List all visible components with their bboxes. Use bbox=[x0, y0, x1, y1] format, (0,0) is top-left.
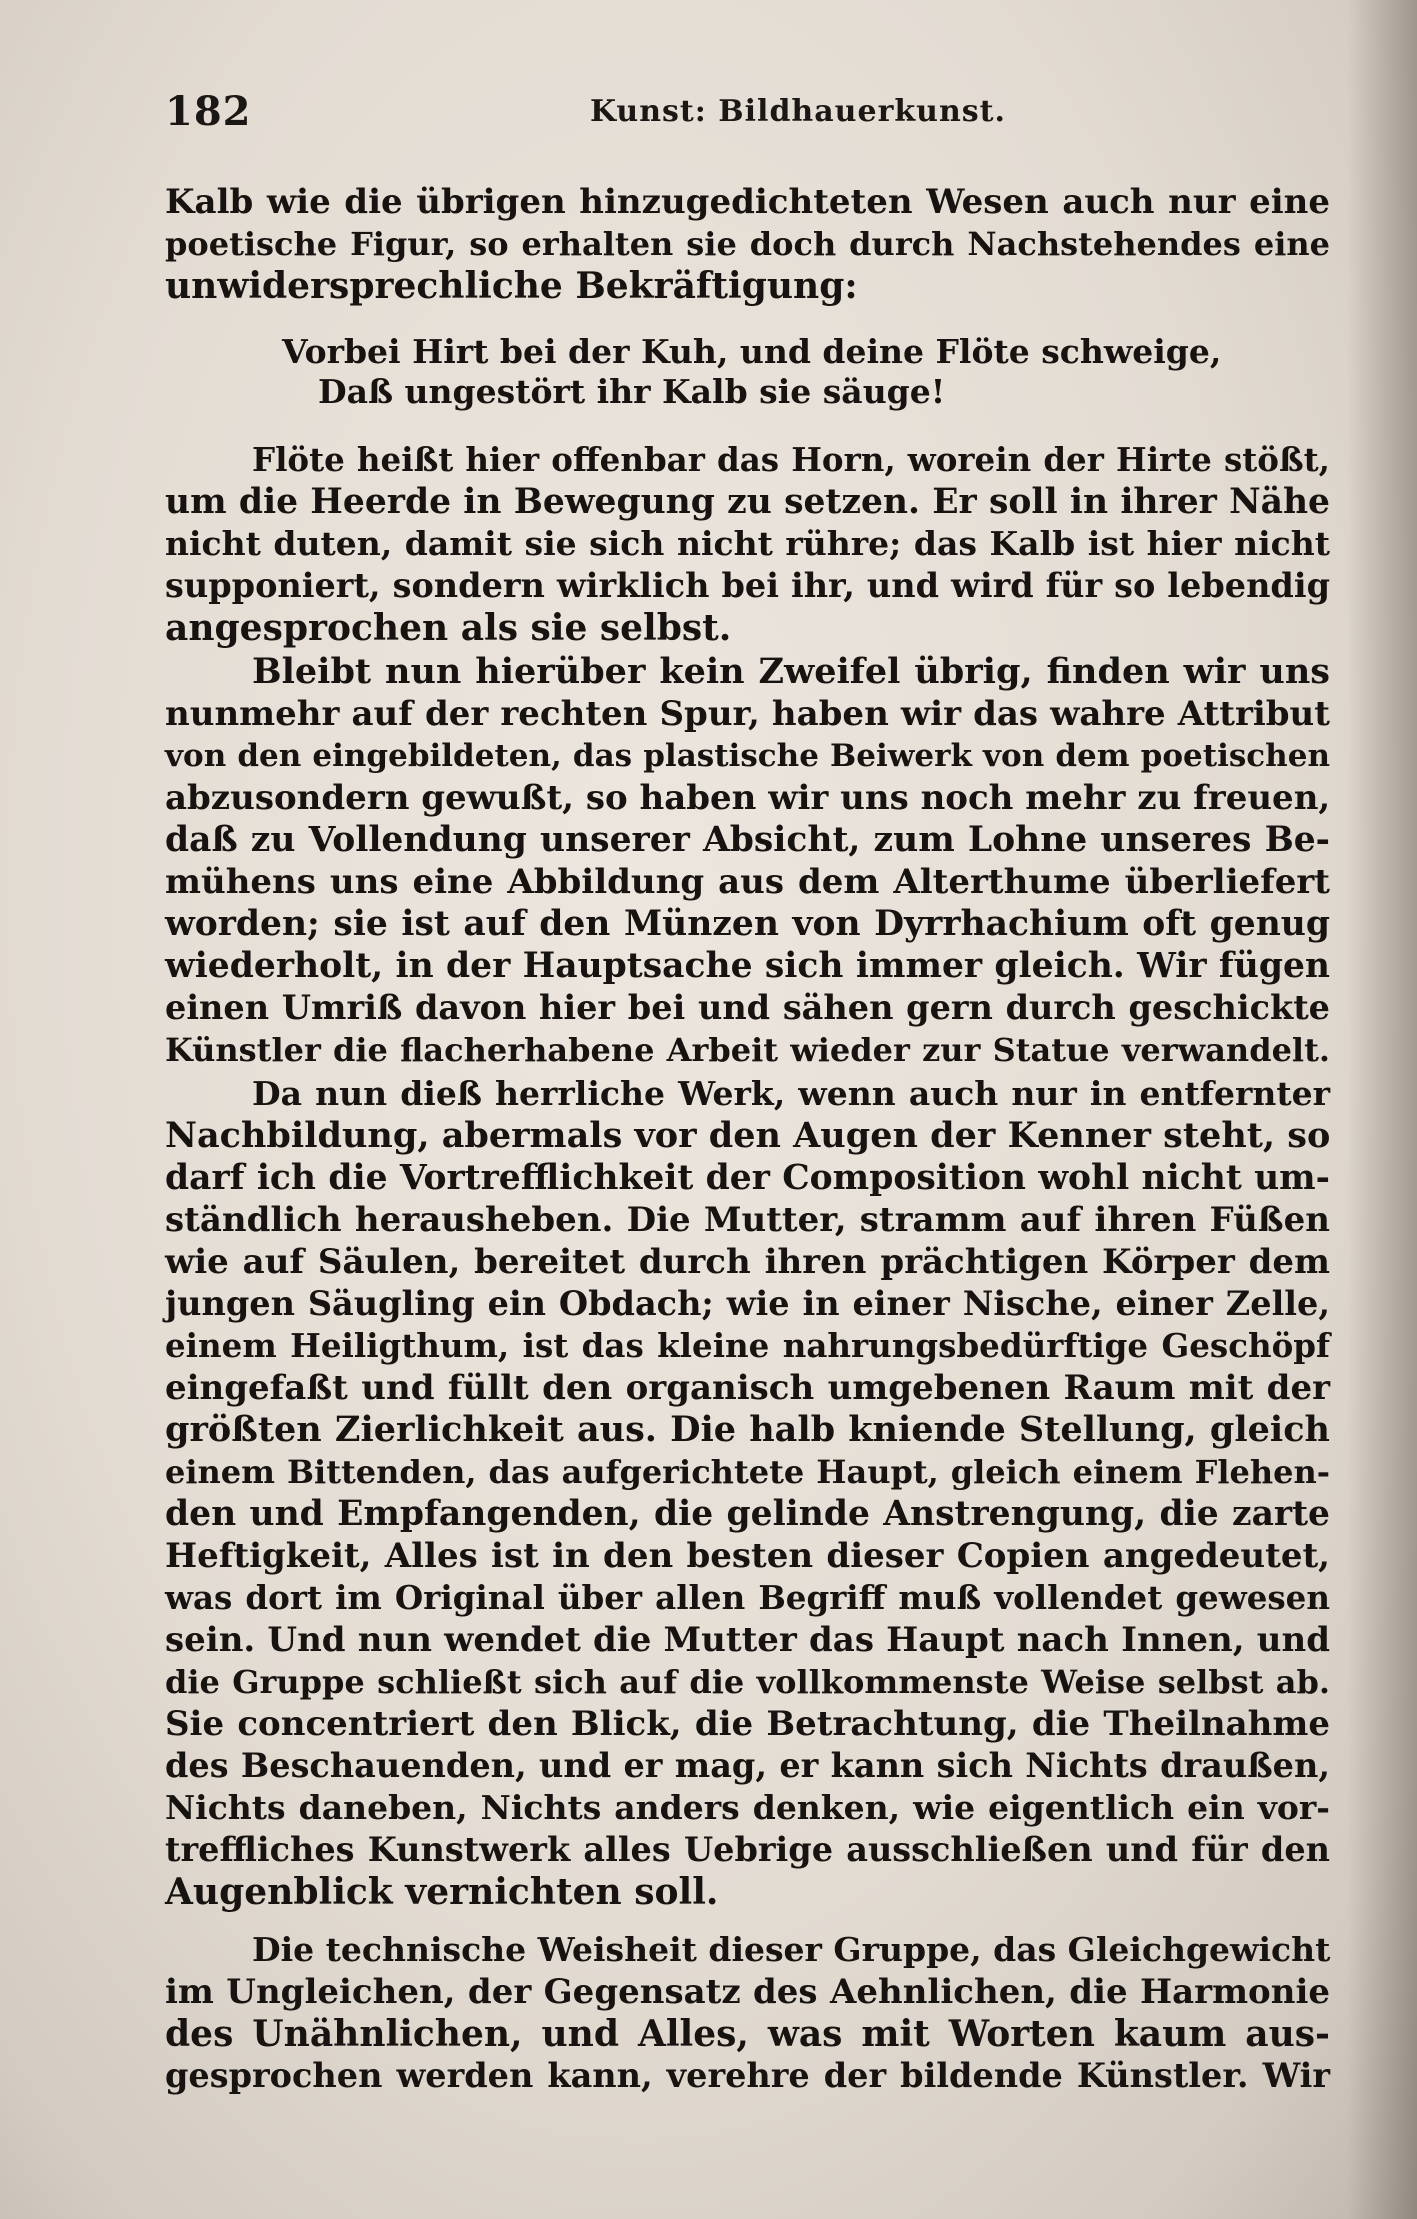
text-line: Sie concentriert den Blick, die Betrachtung, die Theilnahme bbox=[165, 1704, 1330, 1744]
running-title: Kunst: Bildhauerkunst. bbox=[590, 94, 1006, 129]
text-line: wiederholt, in der Hauptsache sich immer gleich. Wir fügen bbox=[165, 946, 1330, 986]
text-line: einem Heiligthum, ist das kleine nahrungsbedürftige Geschöpf bbox=[165, 1326, 1330, 1365]
text-line: nicht duten, damit sie sich nicht rühre; das Kalb ist hier nicht bbox=[165, 524, 1330, 563]
text-line: einem Bittenden, das aufgerichtete Haupt, gleich einem Flehen- bbox=[165, 1453, 1330, 1491]
text-line: größten Zierlichkeit aus. Die halb kniende Stellung, gleich bbox=[165, 1409, 1330, 1450]
text-line: Künstler die flacherhabene Arbeit wieder zur Statue verwandelt. bbox=[165, 1031, 1330, 1069]
text-line: Heftigkeit, Alles ist in den besten dieser Copien angedeutet, bbox=[165, 1536, 1330, 1576]
text-line: unwidersprechliche Bekräftigung: bbox=[165, 265, 858, 307]
text-line: nunmehr auf der rechten Spur, haben wir das wahre Attribut bbox=[165, 694, 1330, 734]
text-line: treffliches Kunstwerk alles Uebrige ausschließen und für den bbox=[165, 1830, 1330, 1869]
text-line: Da nun dieß herrliche Werk, wenn auch nur in entfernter bbox=[252, 1074, 1330, 1113]
text-line: supponiert, sondern wirklich bei ihr, und wird für so lebendig bbox=[165, 566, 1330, 605]
text-line: um die Heerde in Bewegung zu setzen. Er soll in ihrer Nähe bbox=[165, 482, 1330, 522]
text-line: des Beschauenden, und er mag, er kann sich Nichts draußen, bbox=[165, 1746, 1330, 1785]
text-line: Die technische Weisheit dieser Gruppe, das Gleichgewicht bbox=[252, 1930, 1331, 1969]
text-line: jungen Säugling ein Obdach; wie in einer Nische, einer Zelle, bbox=[165, 1284, 1330, 1323]
text-line: abzusondern gewußt, so haben wir uns noch mehr zu freuen, bbox=[165, 778, 1331, 818]
text-line: gesprochen werden kann, verehre der bildende Künstler. Wir bbox=[165, 2056, 1330, 2095]
text-line: Bleibt nun hierüber kein Zweifel übrig, finden wir uns bbox=[252, 651, 1330, 692]
text-line: im Ungleichen, der Gegensatz des Aehnlichen, die Harmonie bbox=[165, 1972, 1330, 2012]
text-line: ständlich herausheben. Die Mutter, stramm auf ihren Füßen bbox=[165, 1200, 1330, 1240]
text-line: Flöte heißt hier offenbar das Horn, worein der Hirte stößt, bbox=[252, 440, 1330, 479]
text-line: Augenblick vernichten soll. bbox=[165, 1871, 719, 1913]
text-line: darf ich die Vortrefflichkeit der Composition wohl nicht um- bbox=[165, 1158, 1330, 1198]
text-line: Nachbildung, abermals vor den Augen der Kenner steht, so bbox=[165, 1115, 1331, 1156]
text-line: Nichts daneben, Nichts anders denken, wie eigentlich ein vor- bbox=[165, 1788, 1330, 1827]
text-line: angesprochen als sie selbst. bbox=[165, 607, 732, 649]
text-line: worden; sie ist auf den Münzen von Dyrrhachium oft genug bbox=[165, 904, 1330, 944]
text-line: eingefaßt und füllt den organisch umgebenen Raum mit der bbox=[165, 1368, 1330, 1408]
text-line: die Gruppe schließt sich auf die vollkommenste Weise selbst ab. bbox=[165, 1663, 1330, 1701]
text-line: poetische Figur, so erhalten sie doch durch Nachstehendes eine bbox=[165, 225, 1330, 263]
text-line: Kalb wie die übrigen hinzugedichteten Wesen auch nur eine bbox=[165, 182, 1330, 222]
text-line: mühens uns eine Abbildung aus dem Alterthume überliefert bbox=[165, 862, 1330, 902]
text-line: von den eingebildeten, das plastische Beiwerk von dem poetischen bbox=[165, 738, 1330, 774]
text-line: einen Umriß davon hier bei und sähen gern durch geschickte bbox=[165, 988, 1330, 1027]
page-number: 182 bbox=[165, 88, 252, 135]
text-line: daß zu Vollendung unserer Absicht, zum Lohne unseres Be- bbox=[165, 820, 1330, 860]
running-head bbox=[165, 88, 1325, 138]
text-line: den und Empfangenden, die gelinde Anstrengung, die zarte bbox=[165, 1494, 1330, 1534]
text-line: was dort im Original über allen Begriff muß vollendet gewesen bbox=[165, 1578, 1330, 1617]
verse-line: Vorbei Hirt bei der Kuh, und deine Flöte schweige, bbox=[282, 332, 1222, 371]
text-line: des Unähnlichen, und Alles, was mit Worten kaum aus- bbox=[165, 2013, 1330, 2055]
text-line: wie auf Säulen, bereitet durch ihren prächtigen Körper dem bbox=[165, 1242, 1330, 1282]
text-line: sein. Und nun wendet die Mutter das Haupt nach Innen, und bbox=[165, 1620, 1330, 1660]
verse-line: Daß ungestört ihr Kalb sie säuge! bbox=[318, 372, 946, 411]
